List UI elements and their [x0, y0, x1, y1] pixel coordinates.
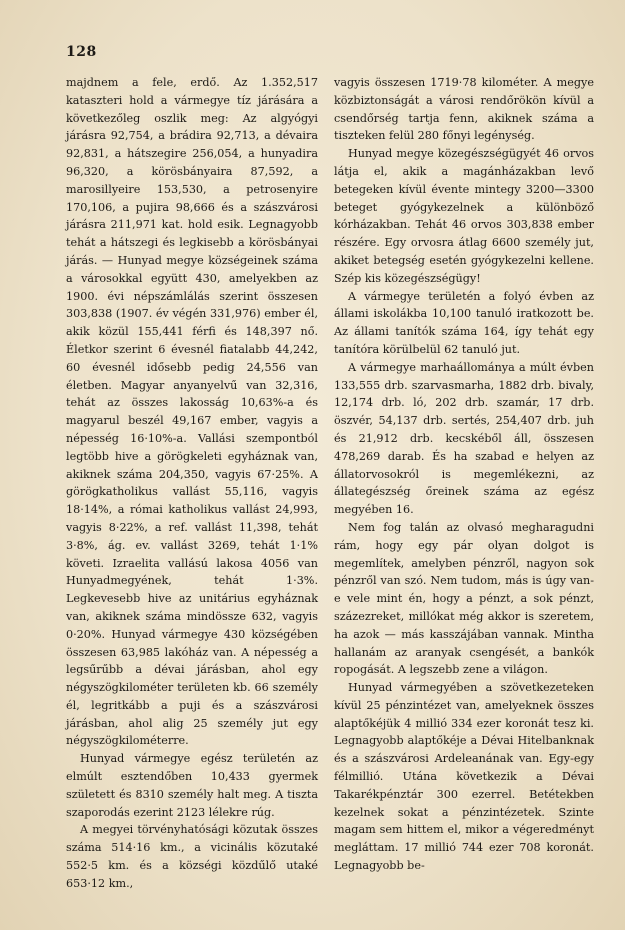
right-column: [334, 74, 594, 875]
paragraph: Hunyad vármegyében a szövetkezeteken kívül 25 pénzintézet van, amelyeknek összes alaptőkéjük 4 millió 334 ezer koronát tesz ki. Legnagyobb alaptőkéje a Dévai Hitelbanknak és a szászvárosi Ardeleanának van. Egy-egy félmillió. Utána következik a Dévai Takarékpénztár 300 ezerrel. Betétekben kezelnek sokat a pénzintézetek. Szinte magam sem hittem el, mikor a végeredményt megláttam. 17 millió 744 ezer 708 koronát. Legnagyobb be-: [334, 681, 594, 873]
paragraph: Hunyad megye közegészségügyét 46 orvos látja el, akik a magánházakban levő betegeken kívül évente mintegy 3200—3300 beteget gyógykezelnek a különböző kórházakban. Tehát 46 orvos 303,838 ember részére. Egy orvosra átlag 6600 személy jut, akiket betegség esetén gyógykezelni kellene. Szép kis közegészségügy!: [334, 147, 594, 285]
left-column: [66, 74, 318, 893]
page-number: 128: [66, 44, 97, 60]
paragraph: majdnem a fele, erdő. Az 1.352,517 kataszteri hold a vármegye tíz járására a következőleg oszlik meg: Az algyógyi járásra 92,754, a brádira 92,713, a dévaira 92,831, a hátszegire 256,054, a hunyadira 96,320, a körösbányaira 87,592, a marosillyeire 153,530, a petrosenyire 170,106, a pujira 98,666 és a szászvárosi járásra 211,971 kat. hold esik. Legnagyobb tehát a hátszegi és legkisebb a körösbányai járás. — Hunyad megye községeinek száma a városokkal együtt 430, amelyekben az 1900. évi népszámlálás szerint összesen 303,838 (1907. év végén 331,976) ember él, akik közül 155,441 férfi és 148,397 nő. Életkor szerint 6 évesnél fiatalabb 44,242, 60 évesnél idősebb pedig 24,556 van életben. Magyar anyanyelvű van 32,316, tehát az összes lakosság 10,63%-a és magyarul beszél 49,167 ember, vagyis a népesség 16·10%-a. Vallási szempontból legtöbb hive a görögkeleti egyháznak van, akiknek száma 204,350, vagyis 67·25%. A görögkatholikus vallást 55,116, vagyis 18·14%, a római katholikus vallást 24,993, vagyis 8·22%, a ref. vallást 11,398, tehát 3·8%, ág. ev. vallást 3269, tehát 1·1% követi. Izraelita vallású lakosa 4056 van Hunyadmegyének, tehát 1·3%. Legkevesebb hive az unitárius egyháznak van, akiknek száma mindössze 632, vagyis 0·20%. Hunyad vármegye 430 községében összesen 63,985 lakóház van. A népesség a legsűrűbb a dévai járásban, ahol egy négyszögkilométer területen kb. 66 személy él, legritkább a puji és a szászvárosi járásban, ahol alig 25 személy jut egy négyszögkilométerre.: [66, 76, 318, 748]
paragraph: A vármegye területén a folyó évben az állami iskolákba 10,100 tanuló iratkozott be. Az állami tanítók száma 164, így tehát egy tanítóra körülbelül 62 tanuló jut.: [334, 289, 594, 356]
paragraph: vagyis összesen 1719·78 kilométer. A megye közbiztonságát a városi rendőrökön kívül a csendőrség tartja fenn, akiknek száma a tiszteken felül 280 főnyi legénység.: [334, 76, 594, 143]
paragraph: Nem fog talán az olvasó megharagudni rám, hogy egy pár olyan dolgot is megemlítek, amelyben pénzről, nagyon sok pénzről van szó. Nem tudom, más is úgy van-e vele mint én, hogy a pénzt, a sok pénzt, százezreket, millókat még akkor is szeretem, ha azok — más kasszájában vannak. Mintha hallanám az aranyak csengését, a bankók ropogását. A legszebb zene a világon.: [334, 520, 594, 677]
paragraph: A megyei törvényhatósági közutak összes száma 514·16 km., a vicinális közutaké 552·5 km. és a községi közdűlő utaké 653·12 km.,: [66, 823, 318, 890]
paragraph: A vármegye marhaállománya a múlt évben 133,555 drb. szarvasmarha, 1882 drb. bivaly, 12,174 drb. ló, 202 drb. szamár, 17 drb. öszvér, 54,137 drb. sertés, 254,407 drb. juh és 21,912 drb. kecskéből áll, összesen 478,269 darab. És ha szabad e helyen az állatorvosokról is megemlékezni, az állategészség őreinek száma az egész megyében 16.: [334, 360, 594, 517]
paragraph: Hunyad vármegye egész területén az elmúlt esztendőben 10,433 gyermek született és 8310 személy halt meg. A tiszta szaporodás ezerint 2123 lélekre rúg.: [66, 752, 318, 819]
